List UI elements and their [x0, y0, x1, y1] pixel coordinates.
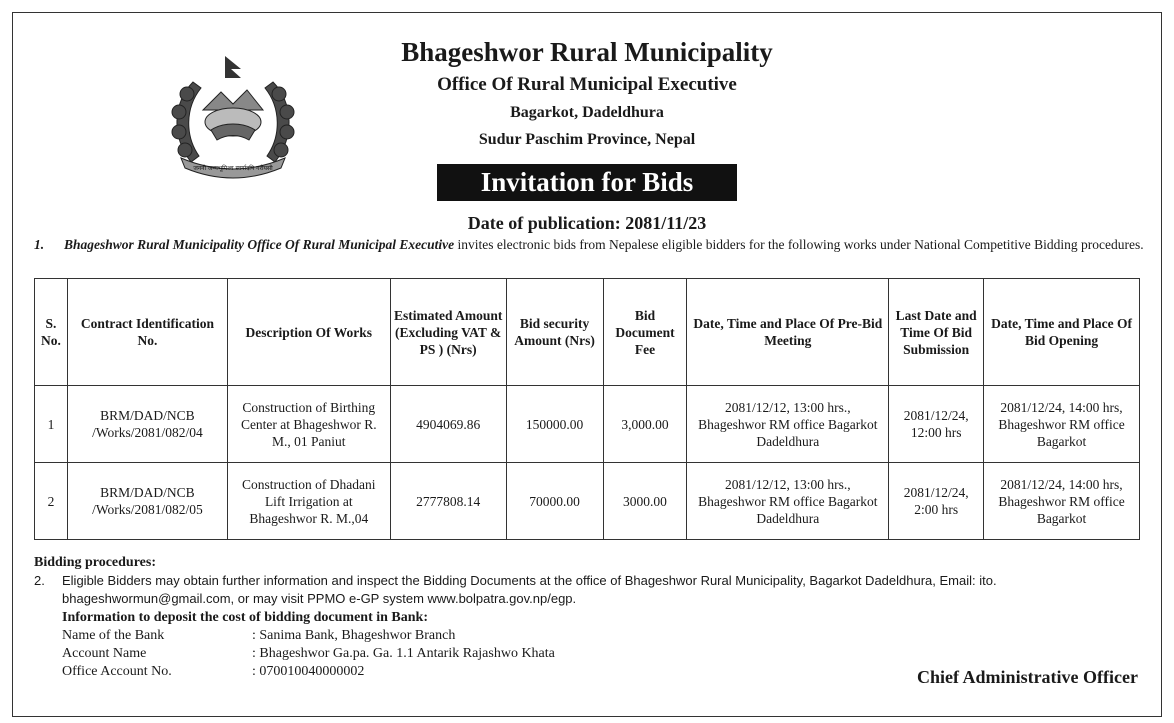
bidding-text: Eligible Bidders may obtain further information and inspect the Bidding Documents at the office of Bhageshwor Rural Municipality, Bagarkot Dadeldhura, Email: ito. bhageshwormun@gmail.com, or may visit PPMO e-GP system www.bolpatra.gov.np/egp.	[62, 573, 997, 606]
bank-name-label: Name of the Bank	[62, 628, 165, 643]
header-bid-opening: Date, Time and Place Of Bid Opening	[984, 279, 1140, 386]
intro-issuer: Bhageshwor Rural Municipality Office Of Rural Municipal Executive	[64, 237, 455, 252]
table-header-row	[35, 279, 1140, 386]
org-name: Bhageshwor Rural Municipality	[401, 37, 773, 67]
table-row	[35, 463, 1140, 540]
notice-banner: Invitation for Bids	[437, 164, 737, 201]
emblem-motto: जननी जन्मभूमिश्च स्वर्गादपि गरीयसी	[193, 165, 273, 172]
intro-number: 1.	[34, 237, 45, 252]
header-pre-bid-meeting: Date, Time and Place Of Pre-Bid Meeting	[687, 279, 889, 386]
bank-info-title: Information to deposit the cost of bidding document in Bank:	[62, 610, 428, 625]
cell-bid-security: 70000.00	[506, 463, 603, 540]
account-name-label: Account Name	[62, 646, 147, 661]
header-sno: S. No.	[35, 279, 68, 386]
account-no-value: : 070010040000002	[252, 664, 365, 679]
cell-estimated-amount: 4904069.86	[390, 386, 506, 463]
cell-pre-bid-meeting: 2081/12/12, 13:00 hrs., Bhageshwor RM office Bagarkot Dadeldhura	[687, 386, 889, 463]
cell-bid-opening: 2081/12/24, 14:00 hrs, Bhageshwor RM office Bagarkot	[984, 463, 1140, 540]
cell-sno: 2	[35, 463, 68, 540]
intro-text: invites electronic bids from Nepalese eligible bidders for the following works under National Competitive Bidding procedures.	[454, 237, 1144, 252]
cell-submission-deadline: 2081/12/24, 12:00 hrs	[889, 386, 984, 463]
table-row	[35, 386, 1140, 463]
cell-description: Construction of Dhadani Lift Irrigation at Bhageshwor R. M.,04	[227, 463, 390, 540]
office-name: Office Of Rural Municipal Executive	[437, 74, 737, 95]
cell-description: Construction of Birthing Center at Bhageshwor R. M., 01 Paniut	[227, 386, 390, 463]
signatory-title: Chief Administrative Officer	[917, 667, 1138, 687]
bids-table	[34, 278, 1140, 540]
account-no-label: Office Account No.	[62, 664, 172, 679]
header-document-fee: Bid Document Fee	[603, 279, 687, 386]
bidding-number: 2.	[34, 573, 45, 588]
account-name-value: : Bhageshwor Ga.pa. Ga. 1.1 Antarik Rajashwo Khata	[252, 646, 555, 661]
header-submission-deadline: Last Date and Time Of Bid Submission	[889, 279, 984, 386]
cell-document-fee: 3000.00	[603, 463, 687, 540]
header-contract-id: Contract Identification No.	[67, 279, 227, 386]
bidding-paragraph	[34, 572, 1142, 608]
cell-submission-deadline: 2081/12/24, 2:00 hrs	[889, 463, 984, 540]
bidding-procedures-title: Bidding procedures:	[34, 555, 157, 570]
publication-date: Date of publication: 2081/11/23	[467, 213, 707, 233]
header-description: Description Of Works	[227, 279, 390, 386]
cell-sno: 1	[35, 386, 68, 463]
header-bid-security: Bid security Amount (Nrs)	[506, 279, 603, 386]
cell-contract-id: BRM/DAD/NCB /Works/2081/082/04	[67, 386, 227, 463]
address-line-2: Sudur Paschim Province, Nepal	[478, 131, 696, 148]
cell-estimated-amount: 2777808.14	[390, 463, 506, 540]
cell-contract-id: BRM/DAD/NCB /Works/2081/082/05	[67, 463, 227, 540]
intro-paragraph	[34, 236, 1144, 254]
cell-document-fee: 3,000.00	[603, 386, 687, 463]
header-estimated-amount: Estimated Amount (Excluding VAT & PS ) (Nrs)	[390, 279, 506, 386]
bank-name-value: : Sanima Bank, Bhageshwor Branch	[252, 628, 456, 643]
cell-pre-bid-meeting: 2081/12/12, 13:00 hrs., Bhageshwor RM office Bagarkot Dadeldhura	[687, 463, 889, 540]
cell-bid-opening: 2081/12/24, 14:00 hrs, Bhageshwor RM office Bagarkot	[984, 386, 1140, 463]
address-line-1: Bagarkot, Dadeldhura	[510, 104, 664, 121]
cell-bid-security: 150000.00	[506, 386, 603, 463]
